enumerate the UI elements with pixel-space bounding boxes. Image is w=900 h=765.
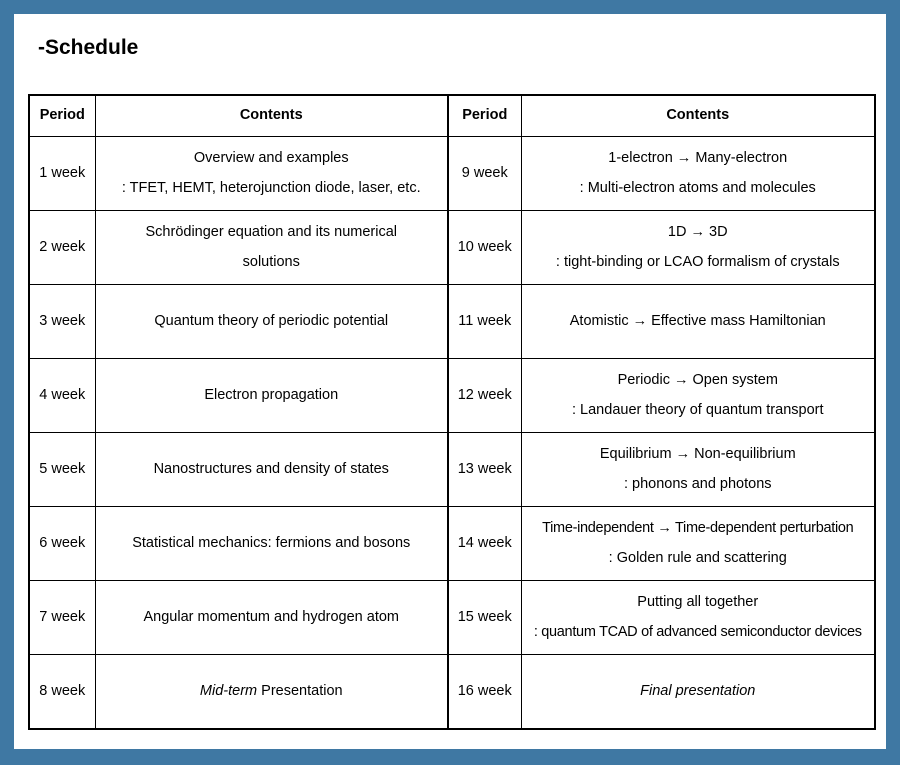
- contents-subline: : tight-binding or LCAO formalism of crystals: [555, 253, 840, 270]
- period-cell: 12 week: [448, 359, 521, 433]
- header-period-right: Period: [448, 95, 521, 137]
- header-row: [29, 95, 875, 137]
- contents-cell: [95, 507, 448, 581]
- table-row: [29, 137, 875, 211]
- contents-line: Periodic → Open system: [617, 371, 778, 388]
- contents-cell: [521, 433, 875, 507]
- contents-line: [100, 681, 444, 703]
- contents-subline: : TFET, HEMT, heterojunction diode, laser, etc.: [121, 179, 421, 196]
- contents-cell: [95, 285, 448, 359]
- contents-subline: : Landauer theory of quantum transport: [572, 401, 824, 418]
- contents-line: Atomistic → Effective mass Hamiltonian: [569, 312, 826, 329]
- period-cell: 3 week: [29, 285, 95, 359]
- contents-subline: : phonons and photons: [623, 475, 772, 492]
- contents-cell: [95, 359, 448, 433]
- period-cell: 10 week: [448, 211, 521, 285]
- contents-subline: solutions: [242, 253, 300, 270]
- contents-cell: [95, 581, 448, 655]
- contents-cell: [95, 137, 448, 211]
- period-cell: 8 week: [29, 655, 95, 730]
- contents-cell: [521, 211, 875, 285]
- period-cell: 5 week: [29, 433, 95, 507]
- table-row: [29, 655, 875, 730]
- contents-cell: [521, 359, 875, 433]
- table-row: [29, 433, 875, 507]
- period-cell: 13 week: [448, 433, 521, 507]
- header-contents-left: Contents: [95, 95, 448, 137]
- contents-line: Putting all together: [637, 593, 759, 610]
- contents-cell: [521, 507, 875, 581]
- slide-panel: [14, 14, 886, 749]
- period-cell: 14 week: [448, 507, 521, 581]
- contents-cell: [95, 211, 448, 285]
- header-contents-right: Contents: [521, 95, 875, 137]
- table-row: [29, 581, 875, 655]
- header-period-left: Period: [29, 95, 95, 137]
- midterm-emphasis: Mid-term: [199, 682, 258, 699]
- contents-line: Nanostructures and density of states: [153, 460, 389, 477]
- table-row: [29, 359, 875, 433]
- contents-subline: : Golden rule and scattering: [608, 549, 787, 566]
- period-cell: 1 week: [29, 137, 95, 211]
- schedule-table: [28, 94, 876, 730]
- period-cell: 11 week: [448, 285, 521, 359]
- contents-line: 1D → 3D: [667, 223, 728, 240]
- contents-line: Overview and examples: [193, 149, 349, 166]
- period-cell: 4 week: [29, 359, 95, 433]
- contents-line: Electron propagation: [204, 386, 339, 403]
- contents-subline: : quantum TCAD of advanced semiconductor devices: [533, 623, 862, 640]
- period-cell: 16 week: [448, 655, 521, 730]
- table-row: [29, 507, 875, 581]
- contents-line: Equilibrium → Non-equilibrium: [599, 445, 796, 462]
- page-title: -Schedule: [38, 36, 139, 59]
- contents-cell: [95, 655, 448, 730]
- contents-cell: [521, 581, 875, 655]
- contents-line: [526, 681, 871, 703]
- period-cell: 15 week: [448, 581, 521, 655]
- table-row: [29, 211, 875, 285]
- contents-line: Angular momentum and hydrogen atom: [143, 608, 399, 625]
- period-cell: 9 week: [448, 137, 521, 211]
- contents-line: Statistical mechanics: fermions and bosons: [132, 534, 411, 551]
- presentation-text: Presentation: [257, 682, 343, 699]
- contents-cell: [521, 285, 875, 359]
- period-cell: 6 week: [29, 507, 95, 581]
- contents-cell: [95, 433, 448, 507]
- period-cell: 2 week: [29, 211, 95, 285]
- contents-subline: : Multi-electron atoms and molecules: [579, 179, 816, 196]
- period-cell: 7 week: [29, 581, 95, 655]
- contents-line: 1-electron → Many-electron: [608, 149, 788, 166]
- final-presentation-text: Final presentation: [640, 682, 756, 699]
- contents-line: Time-independent → Time-dependent perturbation: [542, 519, 854, 536]
- contents-cell: [521, 137, 875, 211]
- contents-line: Schrödinger equation and its numerical: [145, 223, 397, 240]
- contents-cell: [521, 655, 875, 730]
- contents-line: Quantum theory of periodic potential: [154, 312, 389, 329]
- table-row: [29, 285, 875, 359]
